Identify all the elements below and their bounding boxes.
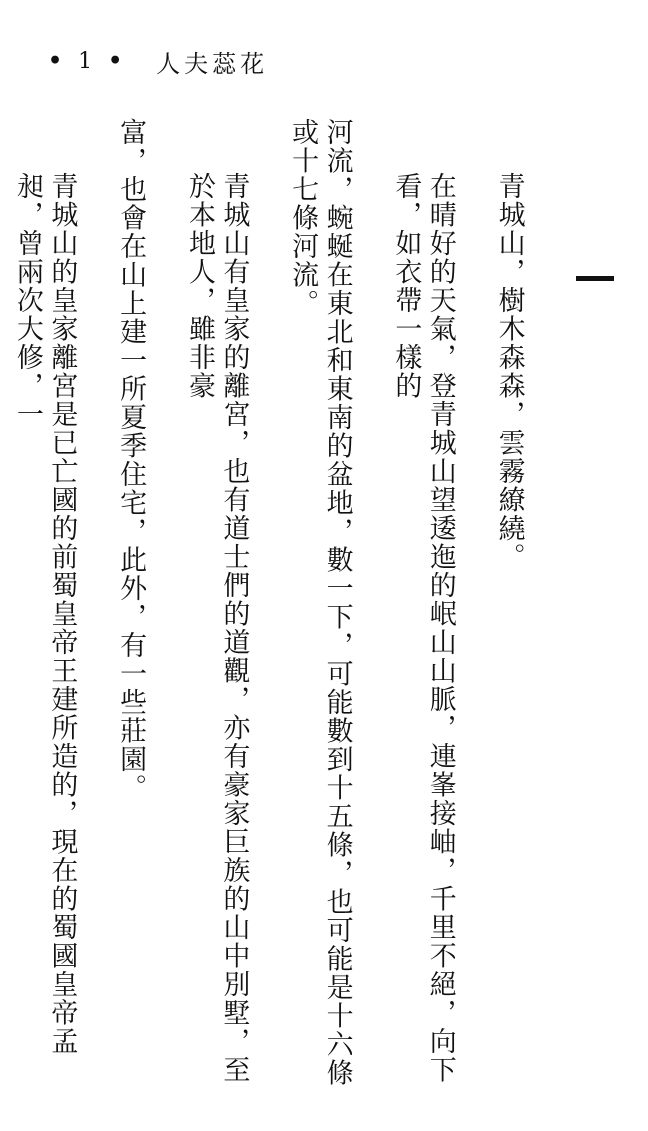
text-column: 河流，蜿蜒在東北和東南的盆地，數一下，可能數到十五條，也可能是十六條或十七條河流。	[287, 118, 353, 1087]
running-title: 人夫蕊花	[156, 49, 269, 78]
text-column: 在晴好的天氣，登青城山望逶迤的岷山山脈，連峯接岫，千里不絕，向下看，如衣帶一樣的	[390, 172, 456, 1084]
text-column: 青城山有皇家的離宮，也有道士們的道觀，亦有豪家巨族的山中別墅，至於本地人，雖非豪	[183, 172, 250, 1084]
page-number: 1	[78, 48, 95, 74]
text-column: 富，也會在山上建一所夏季住宅，此外，有一些莊園。	[115, 118, 147, 802]
chapter-one-glyph	[576, 276, 614, 281]
text-column: 青城山的皇家離宮是已亡國的前蜀皇帝王建所造的，現在的蜀國皇帝孟昶，曾兩次大修，一	[11, 172, 78, 1056]
text-column: 青城山，樹木森森，雲霧繚繞。	[493, 172, 525, 571]
vertical-body-text	[0, 118, 560, 1098]
header-bullet-left: •	[48, 48, 65, 74]
chapter-number-marker	[572, 268, 620, 288]
header-bullet-right: •	[108, 48, 125, 74]
page-header	[48, 44, 268, 78]
